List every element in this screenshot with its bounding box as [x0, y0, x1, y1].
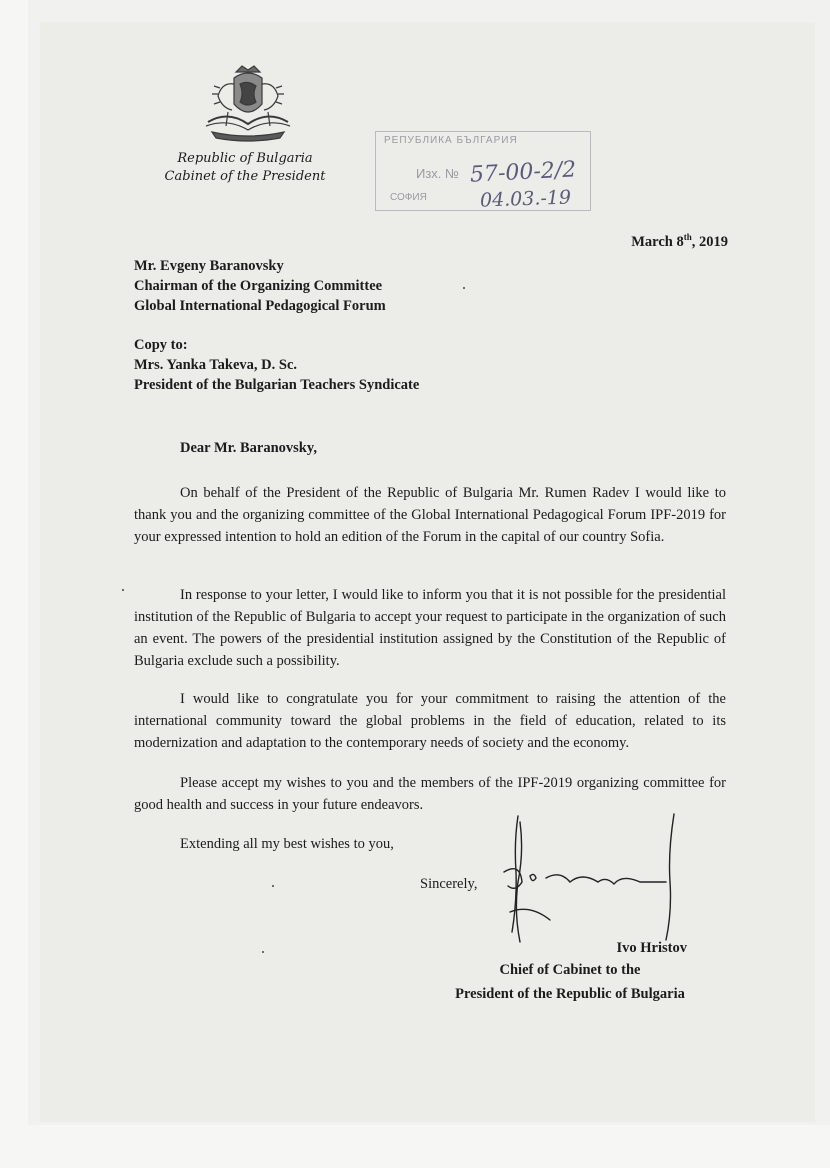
stamp-header: РЕПУБЛИКА БЪЛГАРИЯ: [384, 135, 518, 146]
sincerely: Sincerely,: [420, 876, 478, 892]
scan-speck: [262, 951, 264, 953]
signatory-title-1: Chief of Cabinet to the: [499, 962, 641, 978]
scan-speck: [463, 287, 465, 289]
scan-speck: [272, 885, 274, 887]
copy-block: [134, 335, 419, 395]
copy-label: Copy to:: [134, 337, 188, 353]
scan-margin-left: [0, 0, 28, 1168]
body-paragraph-4: Please accept my wishes to you and the members of the IPF-2019 organizing committee for good health and success in your future endeavors.: [134, 775, 726, 813]
date-year: , 2019: [691, 233, 728, 250]
body-paragraph-2: In response to your letter, I would like to inform you that it is not possible for the presidential institution of the Republic of Bulgaria to accept your request to participate in the organization of such an event. The powers of the presidential institution assigned by the Constitution of the Republic of Bulgaria exclude such a possibility.: [134, 587, 726, 669]
body-paragraph-1: On behalf of the President of the Republic of Bulgaria Mr. Rumen Radev I would like to thank you and the organizing committee of the Global International Pedagogical Forum IPF-2019 for your expressed intention to hold an edition of the Forum in the capital of our country Sofia.: [134, 485, 726, 545]
closing-line: Extending all my best wishes to you,: [180, 836, 394, 852]
date-day: March 8: [631, 233, 684, 250]
stamp-number: 57-00-2/2: [469, 157, 577, 188]
signatory-title-2: President of the Republic of Bulgaria: [455, 986, 685, 1002]
scan-margin-bottom: [0, 1125, 830, 1168]
coat-of-arms-icon: [198, 64, 298, 146]
scan-speck: [122, 589, 124, 591]
signatory-name: Ivo Hristov: [616, 940, 687, 956]
greeting: Dear Mr. Baranovsky,: [180, 440, 317, 456]
stamp-date: 04.03.-19: [479, 186, 572, 212]
body-paragraph-3: I would like to congratulate you for your commitment to raising the attention of the international community toward the global problems in the field of education, related to its modernization and adaptation to the contemporary needs of society and the economy.: [134, 691, 726, 751]
handwritten-signature: [490, 812, 690, 947]
stamp-city: СОФИЯ: [390, 192, 427, 203]
recipient-title: Chairman of the Organizing Committee: [134, 278, 383, 294]
date-suffix: th: [683, 232, 692, 242]
recipient-block: [134, 256, 386, 316]
copy-title: President of the Bulgarian Teachers Syndicate: [134, 377, 420, 393]
stamp-label: Изх. №: [416, 166, 459, 181]
recipient-org: Global International Pedagogical Forum: [134, 298, 386, 314]
letterhead-line-2: Cabinet of the President: [164, 169, 326, 184]
copy-name: Mrs. Yanka Takeva, D. Sc.: [134, 357, 298, 373]
registration-stamp: [375, 131, 591, 211]
letter-date: [631, 232, 728, 251]
recipient-name: Mr. Evgeny Baranovsky: [134, 258, 284, 274]
letterhead: [150, 150, 340, 186]
letterhead-line-1: Republic of Bulgaria: [177, 151, 313, 166]
